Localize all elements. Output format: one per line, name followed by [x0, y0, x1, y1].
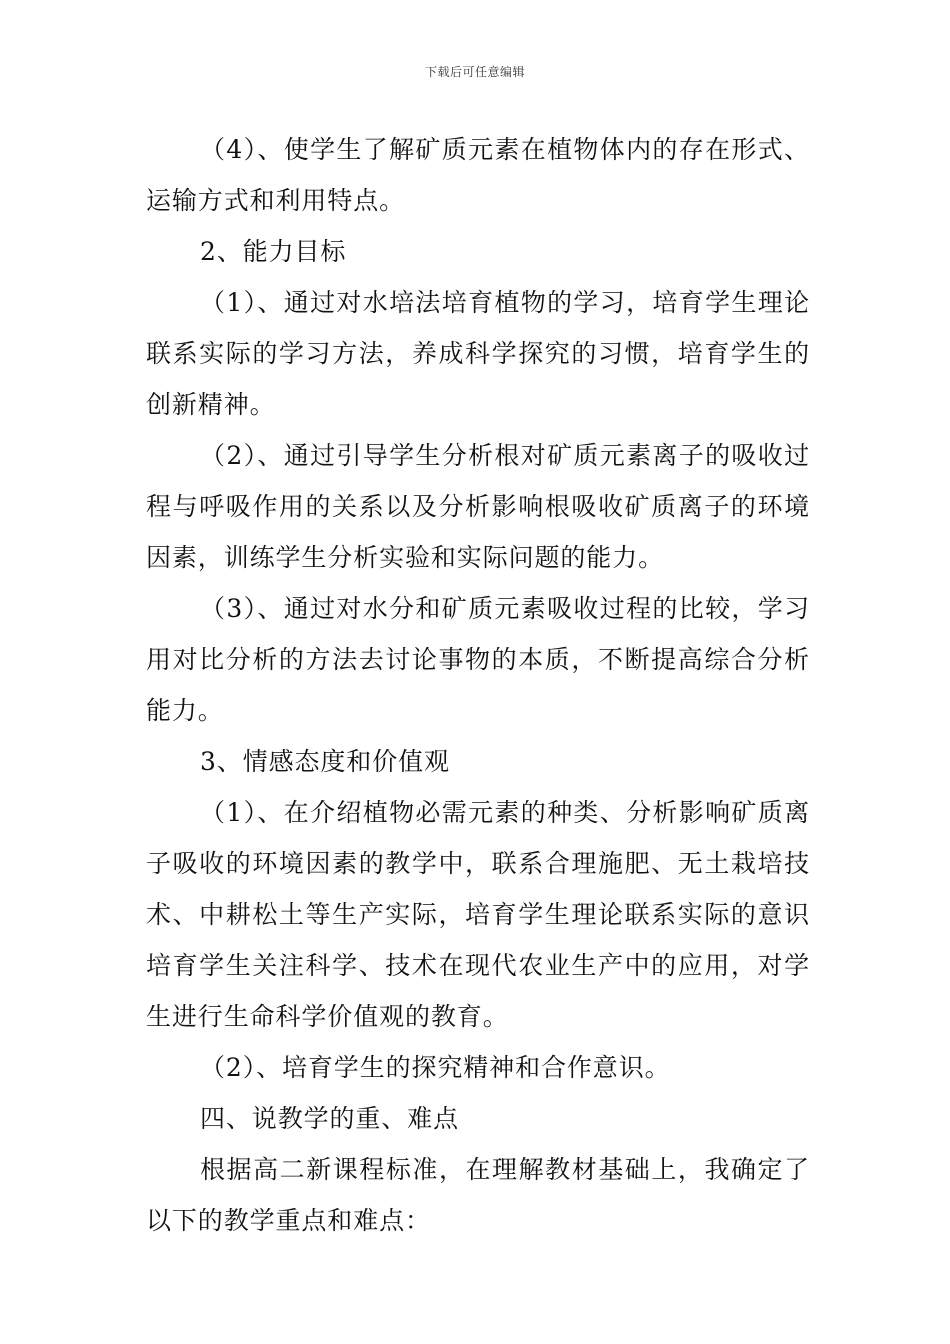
paragraph-ability-1: （1）、通过对水培法培育植物的学习，培育学生理论联系实际的学习方法，养成科学探究的习惯，培育学生的创新精神。 — [146, 288, 810, 419]
paragraph-key-difficulties-intro: 根据高二新课程标准，在理解教材基础上，我确定了以下的教学重点和难点： — [146, 1155, 810, 1235]
heading-key-difficulties: 四、说教学的重、难点 — [200, 1104, 460, 1133]
heading-ability-goals: 2、能力目标 — [200, 237, 347, 266]
heading-emotion-values: 3、情感态度和价值观 — [200, 747, 450, 776]
paragraph-ability-2: （2）、通过引导学生分析根对矿质元素离子的吸收过程与呼吸作用的关系以及分析影响根吸收矿质离子的环境因素，训练学生分析实验和实际问题的能力。 — [146, 441, 810, 572]
paragraph-emotion-2: （2）、培育学生的探究精神和合作意识。 — [200, 1053, 671, 1082]
document-body — [146, 124, 810, 1246]
paragraph-emotion-1: （1）、在介绍植物必需元素的种类、分析影响矿质离子吸收的环境因素的教学中，联系合理施肥、无土栽培技术、中耕松土等生产实际，培育学生理论联系实际的意识培育学生关注科学、技术在现代农业生产中的应用，对学生进行生命科学价值观的教育。 — [146, 798, 810, 1031]
paragraph-objective-4: （4）、使学生了解矿质元素在植物体内的存在形式、运输方式和利用特点。 — [146, 135, 810, 215]
paragraph-ability-3: （3）、通过对水分和矿质元素吸收过程的比较，学习用对比分析的方法去讨论事物的本质，不断提高综合分析能力。 — [146, 594, 810, 725]
page-header: 下载后可任意编辑 — [424, 65, 525, 79]
